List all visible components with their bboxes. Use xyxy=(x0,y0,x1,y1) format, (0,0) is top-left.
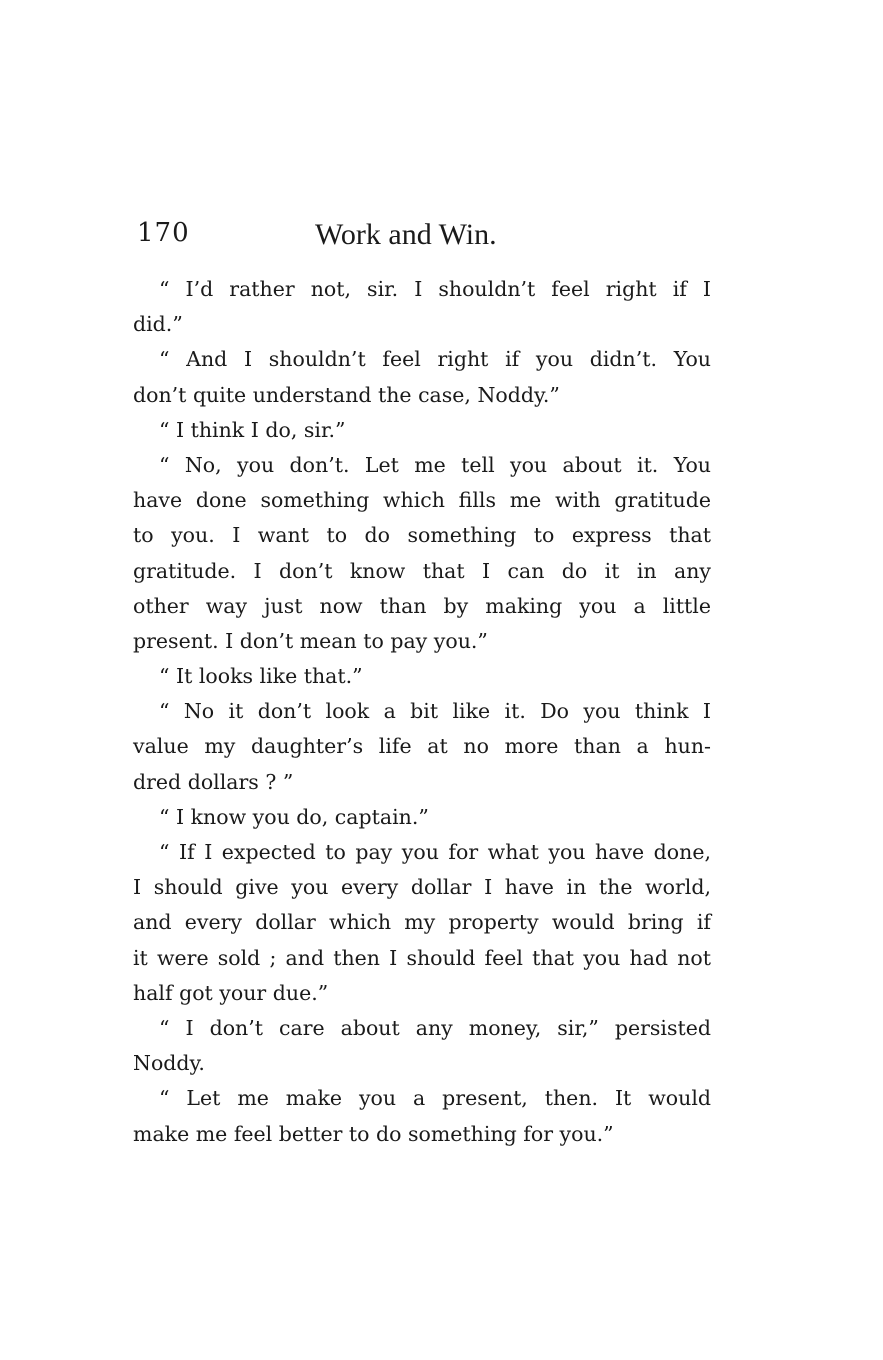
text-line: to you. I want to do something to express that xyxy=(133,523,711,548)
running-title: Work and Win. xyxy=(315,218,497,251)
text-line: “ Let me make you a present, then. It would xyxy=(159,1086,711,1111)
text-line: “ And I shouldn’t feel right if you didn’t. You xyxy=(159,347,711,372)
text-line: and every dollar which my property would bring if xyxy=(133,910,711,935)
text-line: “ I know you do, captain.” xyxy=(159,804,429,829)
text-line: gratitude. I don’t know that I can do it in any xyxy=(133,558,711,583)
text-line: did.” xyxy=(133,312,183,337)
text-line: “ I don’t care about any money, sir,” persisted xyxy=(159,1015,711,1040)
text-line: “ I think I do, sir.” xyxy=(159,417,346,442)
text-line: “ It looks like that.” xyxy=(159,664,363,689)
text-line: Noddy. xyxy=(133,1051,205,1076)
text-line: “ No it don’t look a bit like it. Do you think I xyxy=(159,699,711,724)
text-line: have done something which fills me with gratitude xyxy=(133,488,711,513)
text-line: present. I don’t mean to pay you.” xyxy=(133,628,488,653)
body-text xyxy=(133,272,711,1152)
text-line: it were sold ; and then I should feel that you had not xyxy=(133,945,711,970)
text-line: “ I’d rather not, sir. I shouldn’t feel right if I xyxy=(159,277,711,301)
page-header xyxy=(133,218,713,258)
page-number: 170 xyxy=(137,218,190,248)
text-line: make me feel better to do something for you.” xyxy=(133,1121,614,1146)
text-line: dred dollars ? ” xyxy=(133,769,294,794)
text-line: value my daughter’s life at no more than a hun- xyxy=(133,734,711,759)
text-line: I should give you every dollar I have in the world, xyxy=(133,875,711,900)
text-line: don’t quite understand the case, Noddy.” xyxy=(133,382,560,407)
text-line: “ If I expected to pay you for what you have done, xyxy=(159,840,711,864)
text-line: half got your due.” xyxy=(133,980,329,1005)
text-line: “ No, you don’t. Let me tell you about it. You xyxy=(159,452,711,477)
text-line: other way just now than by making you a little xyxy=(133,593,711,618)
